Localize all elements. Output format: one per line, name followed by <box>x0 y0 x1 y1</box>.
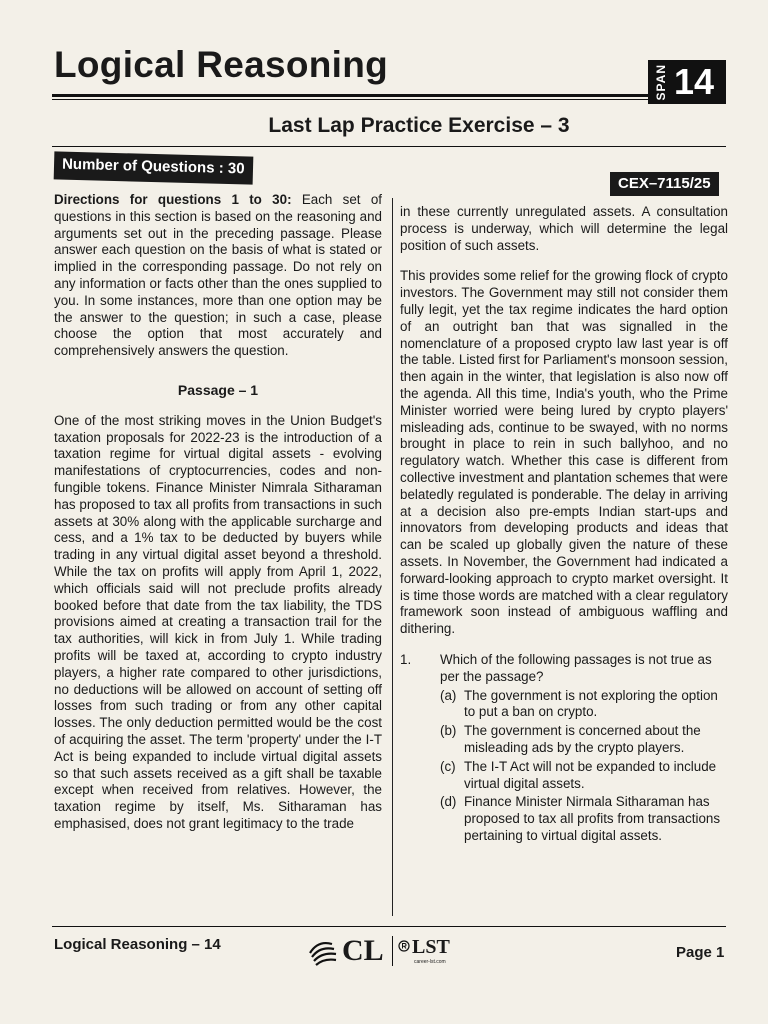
passage-paragraph-2: This provides some relief for the growing flock of crypto investors. The Government may still not consider them fully legit, yet the tax regime indicates the hard option of an outright ban that was signalled in the nomenclature of a proposed crypto law last year is off the table. Listed first for Parliament's monsoon session, then again in the winter, that legislation is also now off the agenda. All this time, India's youth, who the Prime Minister worried were being lured by crypto players' misleading ads, continue to be swayed, with no norms brought in place to rein in such ballyhoo, and no regulatory watch. Whether this case is different from collective investment and plantation schemes that were belatedly regulated is ponderable. The delay in arriving at a decision also pre-empts Indian start-ups and innovators from developing products and ideas that can be scaled up globally given the nature of these assets. In November, the Government had indicated a forward-looking approach to crypto market oversight. It is time those words are matched with a clear regulatory framework soon instead of ambiguous waffling and dithering. <box>400 268 728 637</box>
directions-heading: Directions for questions 1 to 30: <box>54 192 292 207</box>
option-text: Finance Minister Nirmala Sitharaman has proposed to tax all profits from transactions pertaining to virtual digital assets. <box>464 794 721 843</box>
title-rule-thin <box>52 99 648 100</box>
title-rule <box>52 94 648 97</box>
exercise-subtitle: Last Lap Practice Exercise – 3 <box>268 114 570 137</box>
option-label: (a) <box>440 687 457 703</box>
logo-lst-text: LST <box>412 936 450 958</box>
left-column <box>54 192 382 833</box>
option-b[interactable] <box>440 723 728 757</box>
passage-heading: Passage – 1 <box>177 381 259 398</box>
option-text: The government is not exploring the option to put a ban on crypto. <box>464 687 718 720</box>
option-d[interactable] <box>440 794 728 844</box>
registered-mark-icon <box>398 940 410 952</box>
option-label: (d) <box>440 794 457 810</box>
directions-paragraph <box>54 192 382 360</box>
option-text: The I-T Act will not be expanded to include virtual digital assets. <box>464 758 717 791</box>
column-divider <box>392 198 393 916</box>
logo-website-text: career-lst.com <box>414 959 446 965</box>
option-text: The government is concerned about the misleading ads by the crypto players. <box>464 723 701 755</box>
span-label: SPAN <box>654 63 668 101</box>
option-a[interactable] <box>440 688 728 722</box>
span-number: 14 <box>674 61 715 102</box>
question-number: 1. <box>400 651 412 667</box>
span-badge <box>648 60 726 104</box>
page-number: Page 1 <box>676 944 725 961</box>
logo-separator <box>392 936 393 966</box>
option-label: (c) <box>440 758 456 774</box>
directions-text: Each set of questions in this section is based on the reasoning and arguments set out in the preceding passage. Please answer each question on the basis of what is stated or implied in the corresponding passage. Do not rely on any information or facts other than the ones supplied to you. In some instances, more than one option may be the answer to the question; in such a case, please choose the option that most accurately and comprehensively answers the question. <box>54 192 382 359</box>
option-c[interactable] <box>440 759 728 793</box>
passage-paragraph-1-continued: in these currently unregulated assets. A consultation process is underway, which will determine the legal position of such assets. <box>400 204 728 253</box>
exercise-code-badge: CEX–7115/25 <box>610 172 719 196</box>
logo-cl-text: CL <box>342 934 384 967</box>
option-label: (b) <box>440 723 457 739</box>
swirl-icon <box>306 936 340 970</box>
question-1 <box>400 652 728 845</box>
subtitle-rule <box>52 146 726 147</box>
page-title: Logical Reasoning <box>54 44 389 85</box>
footer-rule <box>52 926 726 927</box>
publisher-logo <box>306 930 466 972</box>
question-body <box>440 652 728 845</box>
passage-paragraph-1: One of the most striking moves in the Union Budget's taxation proposals for 2022-23 is the introduction of a taxation regime for virtual digital assets - evolving manifestations of cryptocurrencies, codes and non-fungible tokens. Finance Minister Nimrala Sitharaman has proposed to tax all profits from transactions in such assets at 30% along with the applicable surcharge and cess, and a 1% tax to be deducted by buyers while trading in any virtual digital asset beyond a threshold. While the tax on profits will apply from April 1, 2022, which officials said will not preclude profits already booked before that date from the tax liability, the TDS provisions aimed at creating a transaction trail for the tax authorities, will kick in from July 1. While trading profits will be taxed at, according to crypto industry players, a higher rate compared to other jurisdictions, no deductions will be allowed on account of setting off losses from such trading or from any other capital losses. The only deduction permitted would be the cost of acquiring the asset. The term 'property' under the I-T Act is being expanded to include virtual digital assets so that such assets received as a gift shall be taxable except when received from relatives. However, the taxation regime by itself, Ms. Sitharaman has emphasised, does not grant legitimacy to the trade <box>54 412 382 831</box>
footer-section-label: Logical Reasoning – 14 <box>54 936 221 953</box>
number-of-questions-badge: Number of Questions : 30 <box>54 151 253 184</box>
question-text: Which of the following passages is not true as per the passage? <box>440 651 712 684</box>
right-column <box>400 204 728 845</box>
